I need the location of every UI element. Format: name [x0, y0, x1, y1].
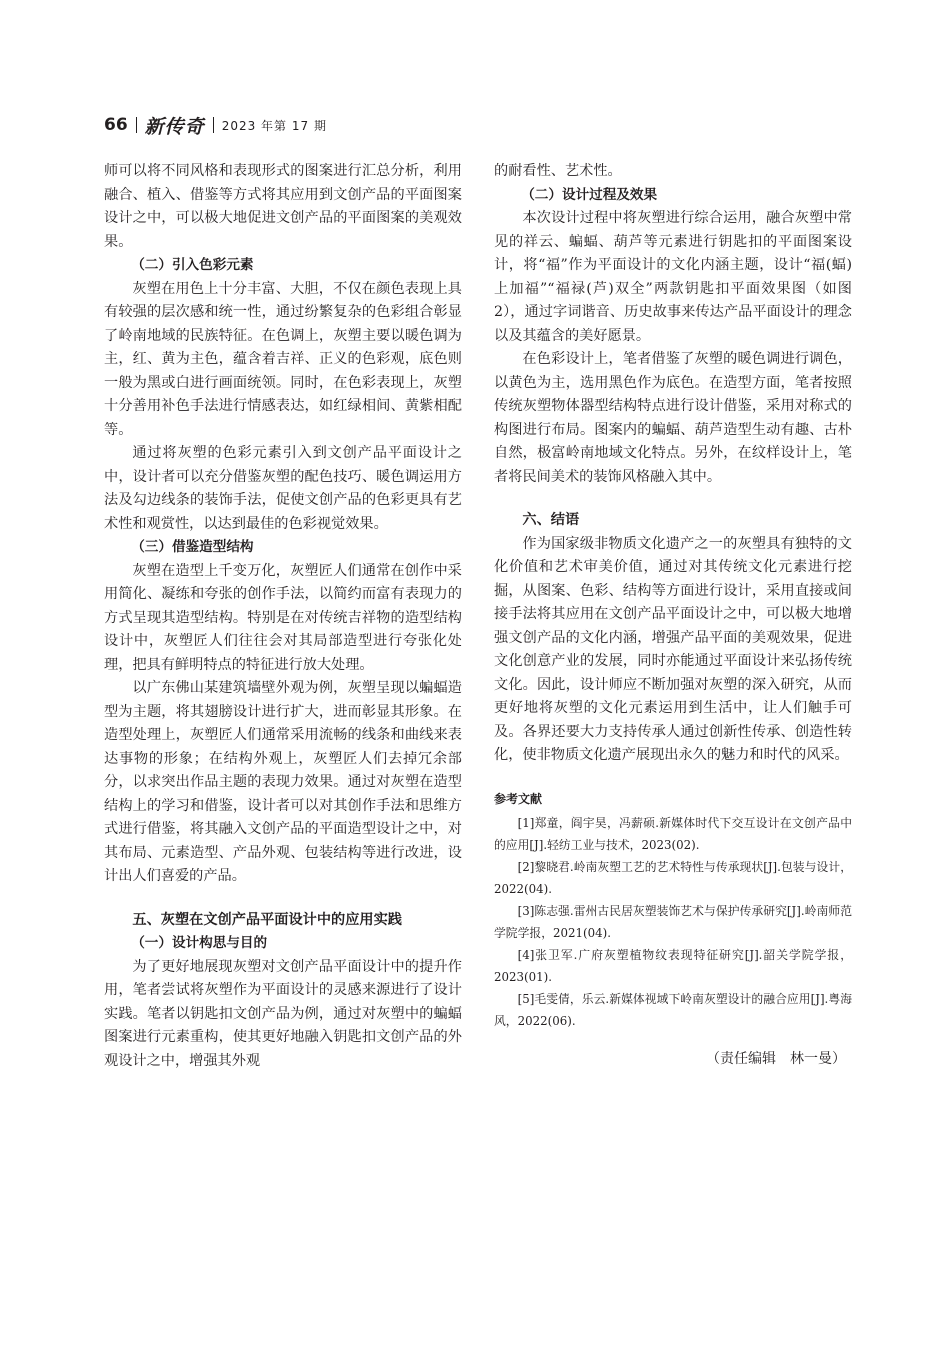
section-heading: 六、结语	[522, 512, 580, 528]
paragraph: 师可以将不同风格和表现形式的图案进行汇总分析，利用融合、植入、借鉴等方式将其应用到文创产品的平面图案设计之中，可以极大地促进文创产品的平面图案的美观效果。	[104, 163, 462, 250]
responsible-editor: （责任编辑 林一曼）	[706, 1050, 846, 1067]
paragraph: 为了更好地展现灰塑对文创产品平面设计中的提升作用，笔者尝试将灰塑作为平面设计的灵感来源进行了设计实践。笔者以钥匙扣文创产品为例，通过对灰塑中的蝙蝠图案进行元素重构，使其更好地融入钥匙扣文创产品的外观设计之中，增强其外观	[104, 958, 462, 1069]
paragraph: 的耐看性、艺术性。	[494, 163, 622, 179]
page-number: 66	[104, 115, 128, 135]
references-title: 参考文献	[494, 791, 543, 806]
paragraph: 灰塑在造型上千变万化，灰塑匠人们通常在创作中采用简化、凝练和夸张的创作手法，以简约而富有表现力的方式呈现其造型结构。特别是在对传统吉祥物的造型结构设计中，灰塑匠人们往往会对其局部造型进行夸张化处理，把具有鲜明特点的特征进行放大处理。	[104, 562, 462, 673]
reference-item: [2]黎晓君.岭南灰塑工艺的艺术特性与传承现状[J].包装与设计，2022(04).	[494, 859, 852, 896]
subsection-heading: （三）借鉴造型结构	[131, 539, 254, 555]
subsection-heading: （一）设计构思与目的	[131, 935, 268, 951]
paragraph: 以广东佛山某建筑墙壁外观为例，灰塑呈现以蝙蝠造型为主题，将其翅膀设计进行扩大，进而彰显其形象。在造型处理上，灰塑匠人们通常采用流畅的线条和曲线来表达事物的形象；在结构外观上，灰塑匠人们去掉冗余部分，以求突出作品主题的表现力效果。通过对灰塑在造型结构上的学习和借鉴，设计者可以对其创作手法和思维方式进行借鉴，将其融入文创产品的平面造型设计之中，对其布局、元素造型、产品外观、包装结构等进行改进，设计出人们喜爱的产品。	[104, 680, 462, 884]
paragraph: 作为国家级非物质文化遗产之一的灰塑具有独特的文化价值和艺术审美价值，通过对其传统文化元素进行挖掘，从图案、色彩、结构等方面进行设计，采用直接或间接手法将其应用在文创产品平面设计之中，可以极大地增强文创产品的文化内涵，增强产品平面的美观效果，促进文化创意产业的发展，同时亦能通过平面设计来弘扬传统文化。因此，设计师应不断加强对灰塑的深入研究，从而更好地将灰塑的文化元素运用到生活中，让人们触手可及。各界还要大力支持传承人通过创新性传承、创造性转化，使非物质文化遗产展现出永久的魅力和时代的风采。	[494, 535, 852, 763]
left-column	[104, 160, 462, 1073]
issue-label: 2023 年第 17 期	[221, 118, 327, 133]
right-column	[494, 160, 852, 1071]
reference-item: [4]张卫军.广府灰塑植物纹表现特征研究[J].韶关学院学报，2023(01).	[494, 947, 852, 984]
paragraph: 通过将灰塑的色彩元素引入到文创产品平面设计之中，设计者可以充分借鉴灰塑的配色技巧、暖色调运用方法及勾边线条的装饰手法，促使文创产品的色彩更具有艺术性和观赏性，以达到最佳的色彩视觉效果。	[104, 445, 462, 532]
paragraph: 在色彩设计上，笔者借鉴了灰塑的暖色调进行调色，以黄色为主，选用黑色作为底色。在造型方面，笔者按照传统灰塑物体器型结构特点进行设计借鉴，采用对称式的构图进行布局。图案内的蝙蝠、葫芦造型生动有趣、古朴自然，极富岭南地域文化特点。另外，在纹样设计上，笔者将民间美术的装饰风格融入其中。	[494, 351, 852, 485]
reference-item: [3]陈志强.雷州古民居灰塑装饰艺术与保护传承研究[J].岭南师范学院学报，2021(04).	[494, 903, 852, 940]
references	[494, 788, 852, 1032]
paragraph: 灰塑在用色上十分丰富、大胆，不仅在颜色表现上具有较强的层次感和统一性，通过纷繁复杂的色彩组合彰显了岭南地域的民族特征。在色调上，灰塑主要以暖色调为主，红、黄为主色，蕴含着吉祥、正义的色彩观，底色则一般为黑或白进行画面统领。同时，在色彩表现上，灰塑十分善用补色手法进行情感表达，如红绿相间、黄紫相配等。	[104, 280, 462, 438]
subsection-heading: （二）引入色彩元素	[131, 257, 254, 273]
section-heading: 五、灰塑在文创产品平面设计中的应用实践	[132, 911, 402, 928]
paragraph: 本次设计过程中将灰塑进行综合运用，融合灰塑中常见的祥云、蝙蝠、葫芦等元素进行钥匙扣的平面图案设计，将“福”作为平面设计的文化内涵主题，设计“福(蝠)上加福”“福禄(芦)双全”两款钥匙扣平面效果图（如图 2），通过字词谐音、历史故事来传达产品平面设计的理念以及其蕴含的美好愿景。	[494, 210, 852, 344]
reference-item: [1]郑童，阎宇昊，冯薪硕.新媒体时代下交互设计在文创产品中的应用[J].轻纺工业与技术，2023(02).	[494, 815, 852, 852]
header-divider	[213, 117, 214, 133]
reference-item: [5]毛雯倩，乐云.新媒体视域下岭南灰塑设计的融合应用[J].粤海风，2022(06).	[494, 991, 852, 1028]
header-divider	[136, 117, 137, 133]
subsection-heading: （二）设计过程及效果	[521, 186, 658, 203]
journal-logo: 新传奇	[144, 115, 205, 138]
page-header	[104, 112, 327, 138]
